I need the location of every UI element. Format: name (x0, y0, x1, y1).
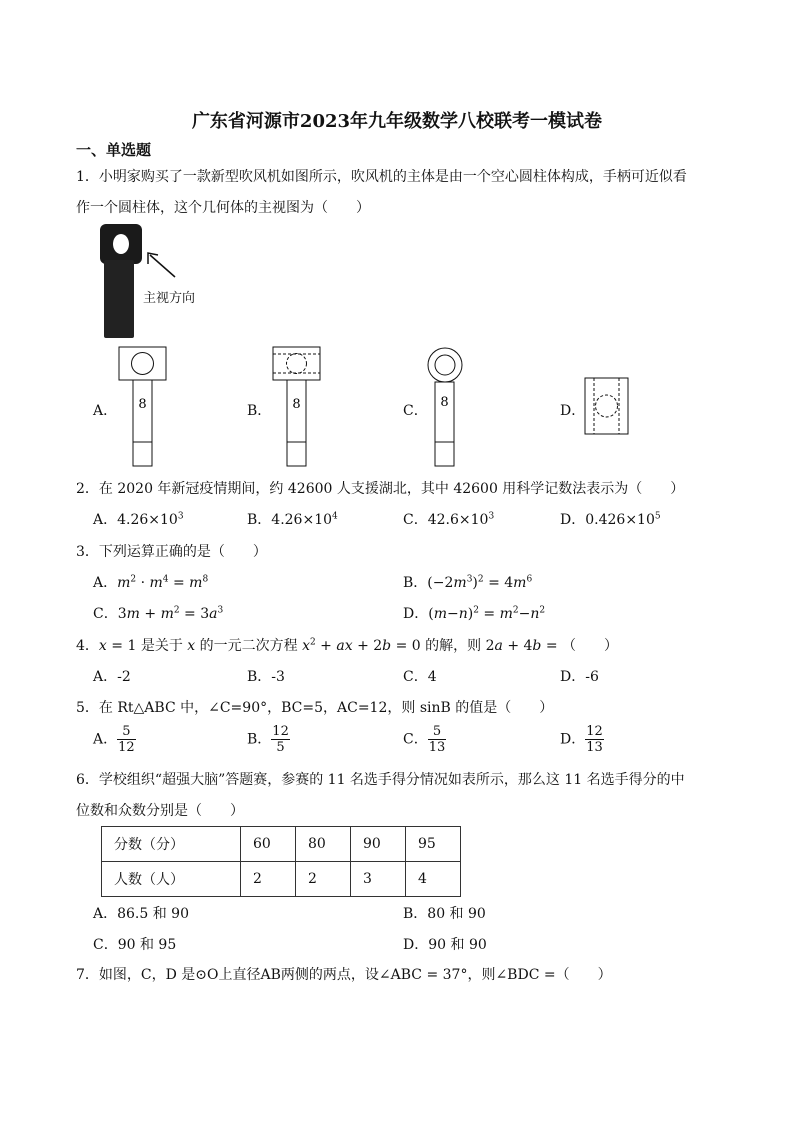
q1-text-line1: 1．小明家购买了一款新型吹风机如图所示，吹风机的主体是由一个空心圆柱体构成，手柄可近似看 (76, 169, 687, 185)
hidden-circle (596, 395, 618, 417)
hairdryer-photo (90, 222, 220, 342)
handle-mark: 8 (292, 397, 301, 412)
q4-option-c: C．4 (403, 669, 437, 685)
table-cell: 80 (296, 827, 351, 862)
q6-option-d: D．90 和 90 (403, 937, 487, 953)
q3-text: 3．下列运算正确的是（ ） (76, 544, 267, 560)
q7-text: 7．如图，C，D 是⊙O上直径AB两侧的两点，设∠ABC = 37°，则∠BDC =（ ） (76, 967, 612, 983)
table-cell: 2 (241, 862, 296, 897)
q4-option-b: B．-3 (247, 669, 285, 685)
handle-rect (287, 380, 306, 466)
table-cell: 2 (296, 862, 351, 897)
q2-text: 2．在 2020 年新冠疫情期间，约 42600 人支援湖北，其中 42600 用科学记数法表示为（ ） (76, 481, 685, 497)
dryer-hole (113, 234, 129, 254)
q1-option-c-figure (426, 346, 466, 468)
table-cell: 95 (406, 827, 461, 862)
q2-option-a: A．$4.26\times 10^3$ (93, 511, 184, 528)
dryer-handle (104, 260, 134, 338)
q1-option-c-label: C． (403, 403, 428, 419)
head-rect (273, 347, 320, 380)
q3-option-d: D．$(m-n)^2 = m^2-n^2$ (403, 605, 546, 622)
q3-option-a: A．$m^2 \cdot m^4 = m^8$ (93, 574, 209, 591)
handle-rect (133, 380, 152, 466)
score-table (101, 826, 461, 897)
q5-option-b: B． $\frac{12}{5}$ (247, 724, 289, 755)
q1-option-a-figure (118, 346, 168, 468)
q3-option-b: B．$(-2m^3)^2 = 4m^6$ (403, 574, 533, 591)
head-rect (119, 347, 166, 380)
handle-mark: 8 (138, 397, 147, 412)
table-cell: 90 (351, 827, 406, 862)
table-cell: 4 (406, 862, 461, 897)
q5-option-a: A． $\frac{5}{12}$ (93, 724, 135, 755)
q1-option-a-label: A． (93, 403, 118, 419)
page-title: 广东省河源市2023年九年级数学八校联考一模试卷 (191, 111, 603, 132)
section-heading: 一、单选题 (76, 141, 152, 159)
q1-option-b-figure (272, 346, 322, 468)
q5-option-c: C． $\frac{5}{13}$ (403, 724, 446, 755)
table-cell: 60 (241, 827, 296, 862)
q4-text: 4．x = 1 是关于 x 的一元二次方程 $x^2$ + ax + 2b = 0 的解，则 2a + 4b = （ ） (76, 637, 619, 654)
table-cell: 3 (351, 862, 406, 897)
handle-mark: 8 (440, 395, 449, 410)
body-rect (585, 378, 628, 434)
table-row (102, 827, 461, 862)
q6-option-c: C．90 和 95 (93, 937, 177, 953)
inner-circle (435, 355, 455, 375)
table-cell: 分数（分） (102, 827, 241, 862)
q6-option-a: A．86.5 和 90 (93, 906, 189, 922)
table-cell: 人数（人） (102, 862, 241, 897)
q2-option-c: C．$42.6\times 10^3$ (403, 511, 495, 528)
hidden-circle (287, 354, 307, 374)
q1-option-b-label: B． (247, 403, 272, 419)
q1-option-d-figure (584, 377, 630, 437)
head-circle (132, 353, 154, 375)
q2-option-d: D．$0.426\times 10^5$ (560, 511, 661, 528)
table-row (102, 862, 461, 897)
q6-text-line2: 位数和众数分别是（ ） (76, 803, 244, 819)
q5-option-d: D． $\frac{12}{13}$ (560, 724, 603, 755)
q4-option-d: D．-6 (560, 669, 599, 685)
q6-text-line1: 6．学校组织“超强大脑”答题赛，参赛的 11 名选手得分情况如表所示，那么这 11 名选手得分的中 (76, 772, 685, 788)
q5-text: 5．在 Rt△ABC 中，∠C=90°，BC=5，AC=12，则 sinB 的值是（ ） (76, 700, 554, 716)
view-arrow (150, 255, 175, 277)
q3-option-c: C．$3m + m^2 = 3a^3$ (93, 605, 224, 622)
q1-option-d-label: D． (560, 403, 586, 419)
view-direction-label: 主视方向 (143, 291, 196, 306)
q2-option-b: B．$4.26\times 10^4$ (247, 511, 338, 528)
outer-circle (428, 348, 462, 382)
q4-option-a: A．-2 (93, 669, 131, 685)
q6-option-b: B．80 和 90 (403, 906, 486, 922)
q1-text-line2: 作一个圆柱体，这个几何体的主视图为（ ） (76, 200, 370, 216)
